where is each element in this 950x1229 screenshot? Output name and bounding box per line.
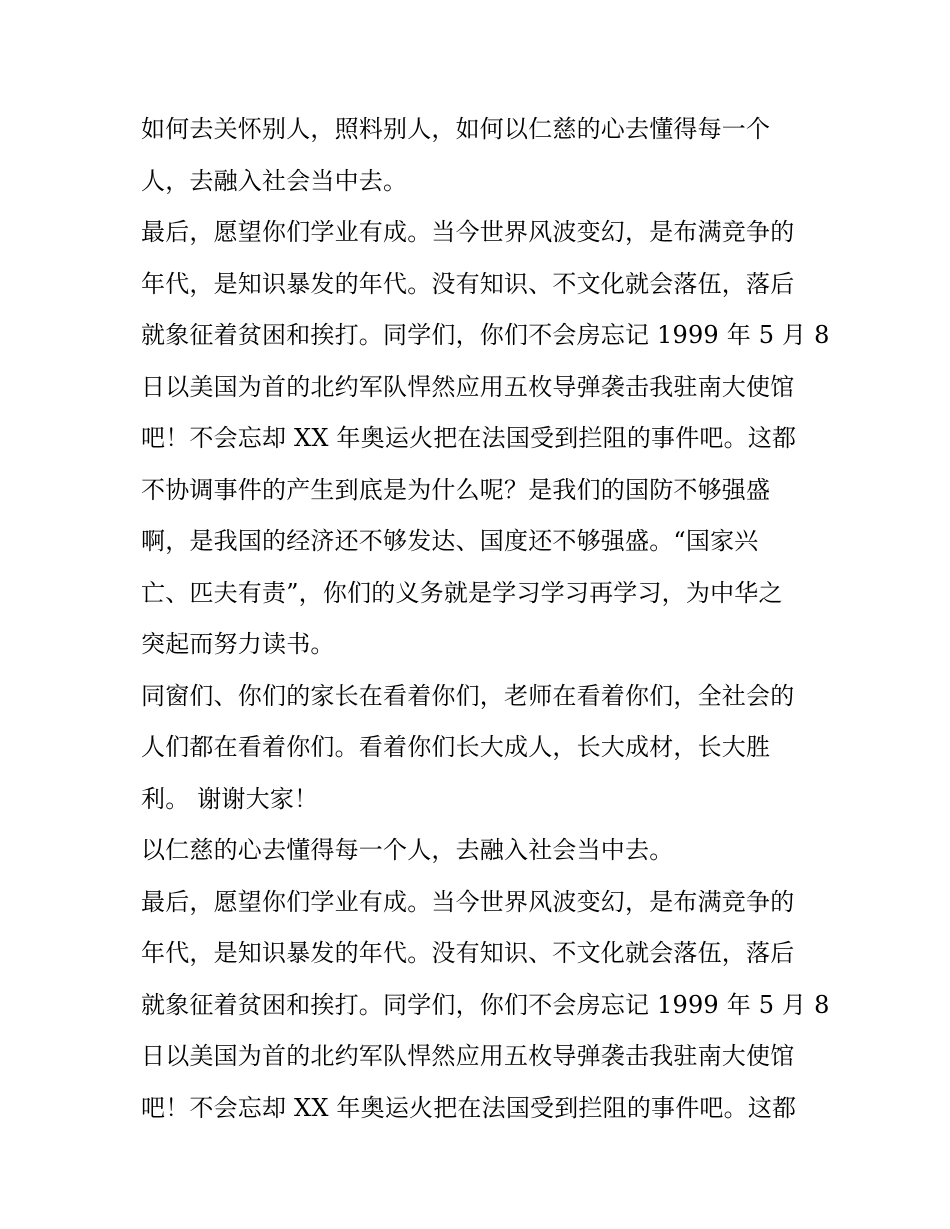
text-line: 利。 谢谢大家！ xyxy=(141,784,319,813)
text-line: 不协调事件的产生到底是为什么呢？是我们的国防不够强盛 xyxy=(141,475,771,504)
text-line: 日以美国为首的北约军队悍然应用五枚导弹袭击我驻南大使馆 xyxy=(141,1042,795,1070)
text-line: 亡、匹夫有责”，你们的义务就是学习学习再学习，为中华之 xyxy=(141,578,783,607)
text-line: 就象征着贫困和挨打。同学们，你们不会房忘记 1999 年 5 月 8 xyxy=(141,990,830,1019)
text-line: 就象征着贫困和挨打。同学们，你们不会房忘记 1999 年 5 月 8 xyxy=(141,321,830,349)
text-line: 吧！不会忘却 XX 年奥运火把在法国受到拦阻的事件吧。这都 xyxy=(141,1093,797,1122)
text-line: 最后，愿望你们学业有成。当今世界风波变幻，是布满竞争的 xyxy=(141,887,795,916)
text-line: 最后，愿望你们学业有成。当今世界风波变幻，是布满竞争的 xyxy=(141,218,795,246)
text-line: 如何去关怀别人，照料别人，如何以仁慈的心去懂得每一个 xyxy=(141,115,771,143)
text-line: 以仁慈的心去懂得每一个人，去融入社会当中去。 xyxy=(141,836,674,864)
text-line: 人们都在看着你们。看着你们长大成人，长大成材，长大胜 xyxy=(141,733,771,761)
body-text xyxy=(141,104,830,1134)
text-line: 年代，是知识暴发的年代。没有知识、不文化就会落伍，落后 xyxy=(141,269,795,298)
text-line: 同窗们、你们的家长在看着你们，老师在看着你们，全社会的 xyxy=(141,681,795,710)
text-line: 年代，是知识暴发的年代。没有知识、不文化就会落伍，落后 xyxy=(141,939,795,967)
text-line: 突起而努力读书。 xyxy=(141,630,335,658)
text-line: 吧！不会忘却 XX 年奥运火把在法国受到拦阻的事件吧。这都 xyxy=(141,424,797,452)
text-line: 日以美国为首的北约军队悍然应用五枚导弹袭击我驻南大使馆 xyxy=(141,372,795,401)
text-line: 啊，是我国的经济还不够发达、国度还不够强盛。“国家兴 xyxy=(141,527,759,555)
text-line: 人，去融入社会当中去。 xyxy=(141,166,408,195)
